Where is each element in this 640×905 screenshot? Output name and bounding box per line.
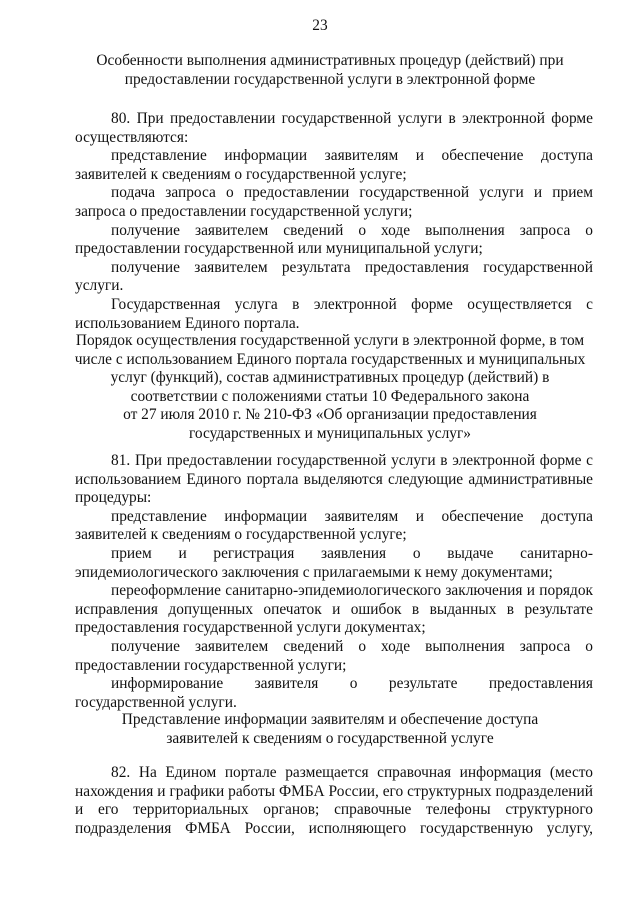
paragraph: получение заявителем сведений о ходе выполнения запроса о предоставлении государственной услуги; — [75, 637, 593, 674]
paragraph-82: 82. На Едином портале размещается справочная информация (место нахождения и графики работы ФМБА России, его структурных подразделений и его территориальных органов; справочные телефоны структурного подразделения ФМБА России, исполняющего государственную услугу, — [75, 764, 593, 837]
paragraph: представление информации заявителям и обеспечение доступа заявителей к сведениям о государственной услуге; — [75, 147, 593, 183]
paragraph: Государственная услуга в электронной форме осуществляется с использованием Единого портала. — [75, 295, 593, 332]
section-heading-information — [60, 711, 600, 748]
page-number: 23 — [312, 17, 328, 34]
heading-line: Порядок осуществления государственной услуги в электронной форме, в том — [75, 332, 585, 349]
heading-line: от 27 июля 2010 г. № 210-ФЗ «Об организации предоставления — [123, 406, 537, 424]
heading-line: соответствии с положениями статьи 10 Федерального закона — [130, 387, 530, 405]
heading-line: государственных и муниципальных услуг» — [188, 424, 472, 442]
paragraph: получение заявителем результата предоставления государственной услуги. — [75, 258, 593, 295]
heading-line: услуг (функций), состав административных процедур (действий) в — [110, 369, 550, 387]
section-heading-electronic-order — [60, 332, 600, 444]
section-body-80 — [75, 110, 593, 333]
paragraph: получение заявителем сведений о ходе выполнения запроса о предоставлении государственной или муниципальной услуги; — [75, 221, 593, 258]
heading-line: Представление информации заявителям и обеспечение доступа — [121, 711, 539, 728]
paragraph-81: 81. При предоставлении государственной услуги в электронной форме с использованием Единого портала выделяются следующие административные процедуры: — [75, 452, 593, 507]
section-body-82 — [75, 764, 593, 838]
paragraph: прием и регистрация заявления о выдаче санитарно-эпидемиологического заключения с прилагаемыми к нему документами; — [75, 544, 593, 581]
paragraph-80: 80. При предоставлении государственной услуги в электронной форме осуществляются: — [75, 110, 593, 146]
paragraph: подача запроса о предоставлении государственной услуги и прием запроса о предоставлении государственной услуги; — [75, 184, 593, 220]
paragraph: информирование заявителя о результате предоставления государственной услуги. — [75, 675, 593, 711]
paragraph: переоформление санитарно-эпидемиологического заключения и порядок исправления допущенных опечаток и ошибок в выданных в результате предоставления государственной услуги документах; — [75, 582, 593, 637]
paragraph: представление информации заявителям и обеспечение доступа заявителей к сведениям о государственной услуге; — [75, 507, 593, 544]
heading-line: числе с использованием Единого портала государственных и муниципальных — [74, 350, 586, 368]
heading-line: заявителей к сведениям о государственной услуге — [166, 729, 494, 747]
heading-line: Особенности выполнения административных процедур (действий) при — [96, 52, 564, 69]
heading-line: предоставлении государственной услуги в электронной форме — [124, 70, 536, 88]
section-heading-electronic-procedures — [60, 52, 600, 89]
section-body-81 — [75, 452, 593, 712]
